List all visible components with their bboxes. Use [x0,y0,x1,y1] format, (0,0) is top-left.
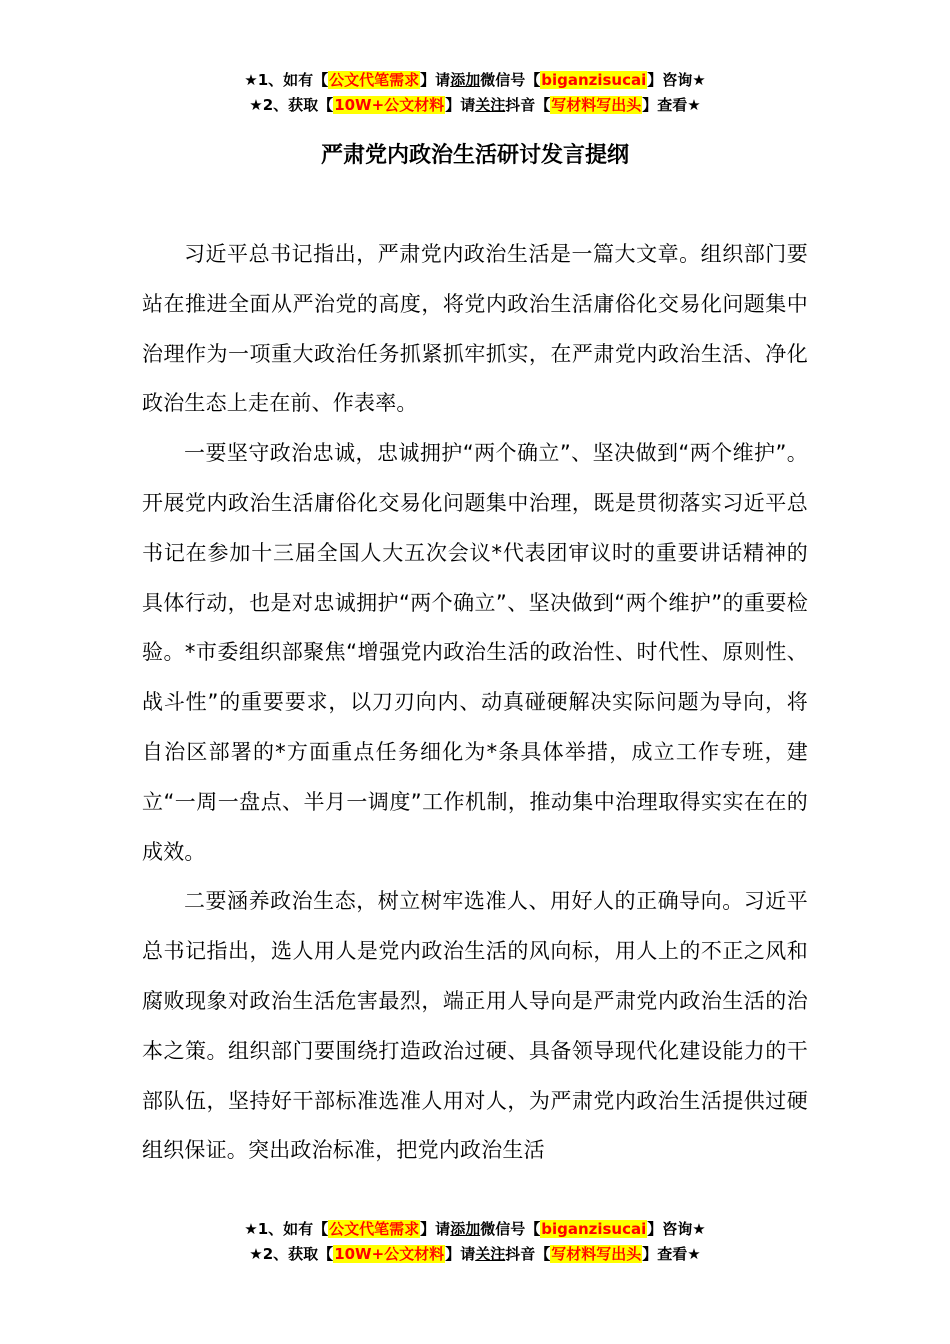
banner-text: 】咨询★ [647,71,706,89]
banner-text: 微信号【 [480,71,541,89]
highlight-ghostwriting: 公文代笔需求 [329,71,420,89]
banner-text: 】咨询★ [647,1220,706,1238]
banner-text: 】请 [445,1245,476,1263]
banner-underlined: 添加 [450,71,481,89]
paragraph: 二要涵养政治生态，树立树牢选准人、用好人的正确导向。习近平总书记指出，选人用人是党内政治生活的风向标，用人上的不正之风和腐败现象对政治生活危害最烈，端正用人导向是严肃党内政治生活的治本之策。组织部门要围绕打造政治过硬、具备领导现代化建设能力的干部队伍，坚持好干部标准选准人用对人，为严肃党内政治生活提供过硬组织保证。突出政治标准，把党内政治生活 [142,889,808,1163]
highlight-douyin: 写材料写出头 [551,1245,642,1263]
banner-underlined: 关注 [475,96,506,114]
banner-line-1 [0,1217,950,1242]
highlight-materials: 10W+公文材料 [334,1245,445,1263]
highlight-wechat-id: biganzisucai [541,71,647,89]
document-body [142,230,808,1176]
document-title: 严肃党内政治生活研讨发言提纲 [320,143,629,168]
banner-underlined: 关注 [475,1245,506,1263]
banner-text: ★1、如有【 [244,1220,329,1238]
header-banner [0,68,950,118]
banner-line-2 [0,1242,950,1267]
banner-text: 】查看★ [642,96,701,114]
banner-text: 抖音【 [505,96,551,114]
highlight-wechat-id: biganzisucai [541,1220,647,1238]
banner-text: 】查看★ [642,1245,701,1263]
footer-banner [0,1217,950,1267]
banner-text: 抖音【 [505,1245,551,1263]
banner-line-2 [0,93,950,118]
banner-line-1 [0,68,950,93]
banner-text: 】请 [445,96,476,114]
banner-underlined: 添加 [450,1220,481,1238]
paragraph: 习近平总书记指出，严肃党内政治生活是一篇大文章。组织部门要站在推进全面从严治党的高度，将党内政治生活庸俗化交易化问题集中治理作为一项重大政治任务抓紧抓牢抓实，在严肃党内政治生活、净化政治生态上走在前、作表率。 [142,242,808,416]
highlight-materials: 10W+公文材料 [334,96,445,114]
banner-text: ★2、获取【 [249,96,334,114]
banner-text: 微信号【 [480,1220,541,1238]
banner-text: ★2、获取【 [249,1245,334,1263]
highlight-douyin: 写材料写出头 [551,96,642,114]
banner-text: 】请 [420,71,451,89]
banner-text: ★1、如有【 [244,71,329,89]
paragraph: 一要坚守政治忠诚，忠诚拥护“两个确立”、坚决做到“两个维护”。开展党内政治生活庸俗化交易化问题集中治理，既是贯彻落实习近平总书记在参加十三届全国人大五次会议*代表团审议时的重要讲话精神的具体行动，也是对忠诚拥护“两个确立”、坚决做到“两个维护”的重要检验。*市委组织部聚焦“增强党内政治生活的政治性、时代性、原则性、战斗性”的重要要求，以刀刃向内、动真碰硬解决实际问题为导向，将自治区部署的*方面重点任务细化为*条具体举措，成立工作专班，建立“一周一盘点、半月一调度”工作机制，推动集中治理取得实实在在的成效。 [142,441,808,864]
highlight-ghostwriting: 公文代笔需求 [329,1220,420,1238]
banner-text: 】请 [420,1220,451,1238]
